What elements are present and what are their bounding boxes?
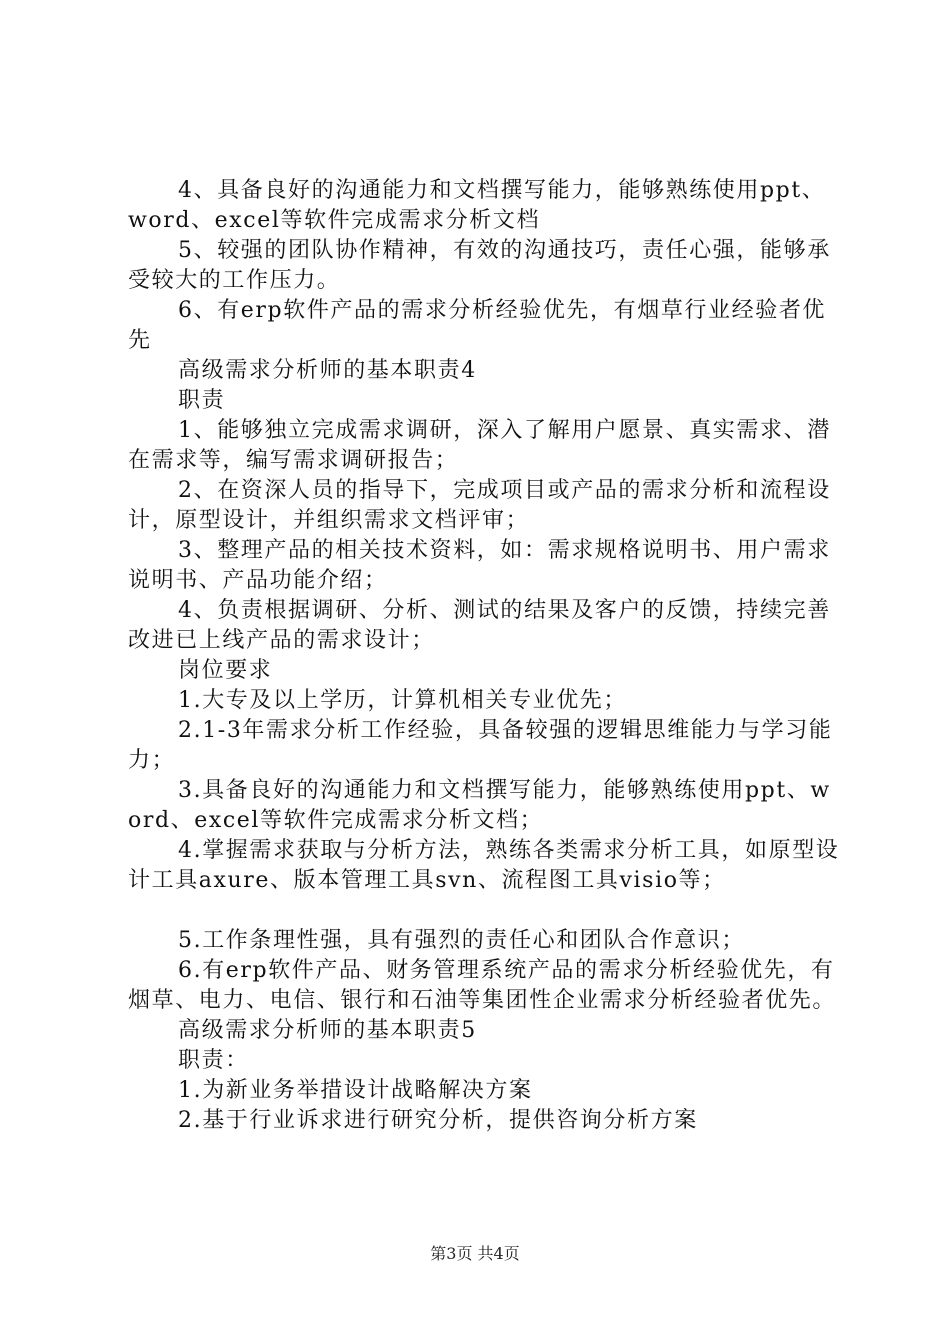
paragraph: 2.基于行业诉求进行研究分析，提供咨询分析方案	[178, 1108, 698, 1133]
paragraph: 3.具备良好的沟通能力和文档撰写能力，能够熟练使用ppt、word、excel等软件完成需求分析文档；	[128, 778, 831, 833]
paragraph: 6.有erp软件产品、财务管理系统产品的需求分析经验优先，有烟草、电力、电信、银行和石油等集团性企业需求分析经验者优先。	[128, 958, 837, 1013]
paragraph: 6、有erp软件产品的需求分析经验优先，有烟草行业经验者优先	[128, 298, 827, 353]
paragraph: 5、较强的团队协作精神，有效的沟通技巧，责任心强，能够承受较大的工作压力。	[128, 238, 831, 293]
subheading: 职责	[178, 388, 226, 413]
section-heading: 高级需求分析师的基本职责5	[178, 1018, 477, 1043]
paragraph: 5.工作条理性强，具有强烈的责任心和团队合作意识；	[178, 928, 745, 953]
paragraph: 4、负责根据调研、分析、测试的结果及客户的反馈，持续完善改进已上线产品的需求设计；	[128, 598, 831, 653]
paragraph: 3、整理产品的相关技术资料，如：需求规格说明书、用户需求说明书、产品功能介绍；	[128, 538, 831, 593]
document-body	[128, 176, 840, 1136]
paragraph: 4.掌握需求获取与分析方法，熟练各类需求分析工具，如原型设计工具axure、版本管理工具svn、流程图工具visio等；	[128, 838, 840, 893]
paragraph: 2.1-3年需求分析工作经验，具备较强的逻辑思维能力与学习能力；	[128, 718, 833, 773]
page-number-footer: 第3页 共4页	[430, 1244, 520, 1263]
subheading: 职责：	[178, 1048, 249, 1073]
section-heading: 高级需求分析师的基本职责4	[178, 358, 477, 383]
paragraph: 1、能够独立完成需求调研，深入了解用户愿景、真实需求、潜在需求等，编写需求调研报告；	[128, 418, 831, 473]
paragraph-gap	[128, 896, 840, 926]
paragraph: 4、具备良好的沟通能力和文档撰写能力，能够熟练使用ppt、word、excel等软件完成需求分析文档	[128, 178, 826, 233]
paragraph: 2、在资深人员的指导下，完成项目或产品的需求分析和流程设计，原型设计，并组织需求文档评审；	[128, 478, 831, 533]
subheading: 岗位要求	[178, 658, 273, 683]
paragraph: 1.大专及以上学历，计算机相关专业优先；	[178, 688, 627, 713]
paragraph: 1.为新业务举措设计战略解决方案	[178, 1078, 533, 1103]
